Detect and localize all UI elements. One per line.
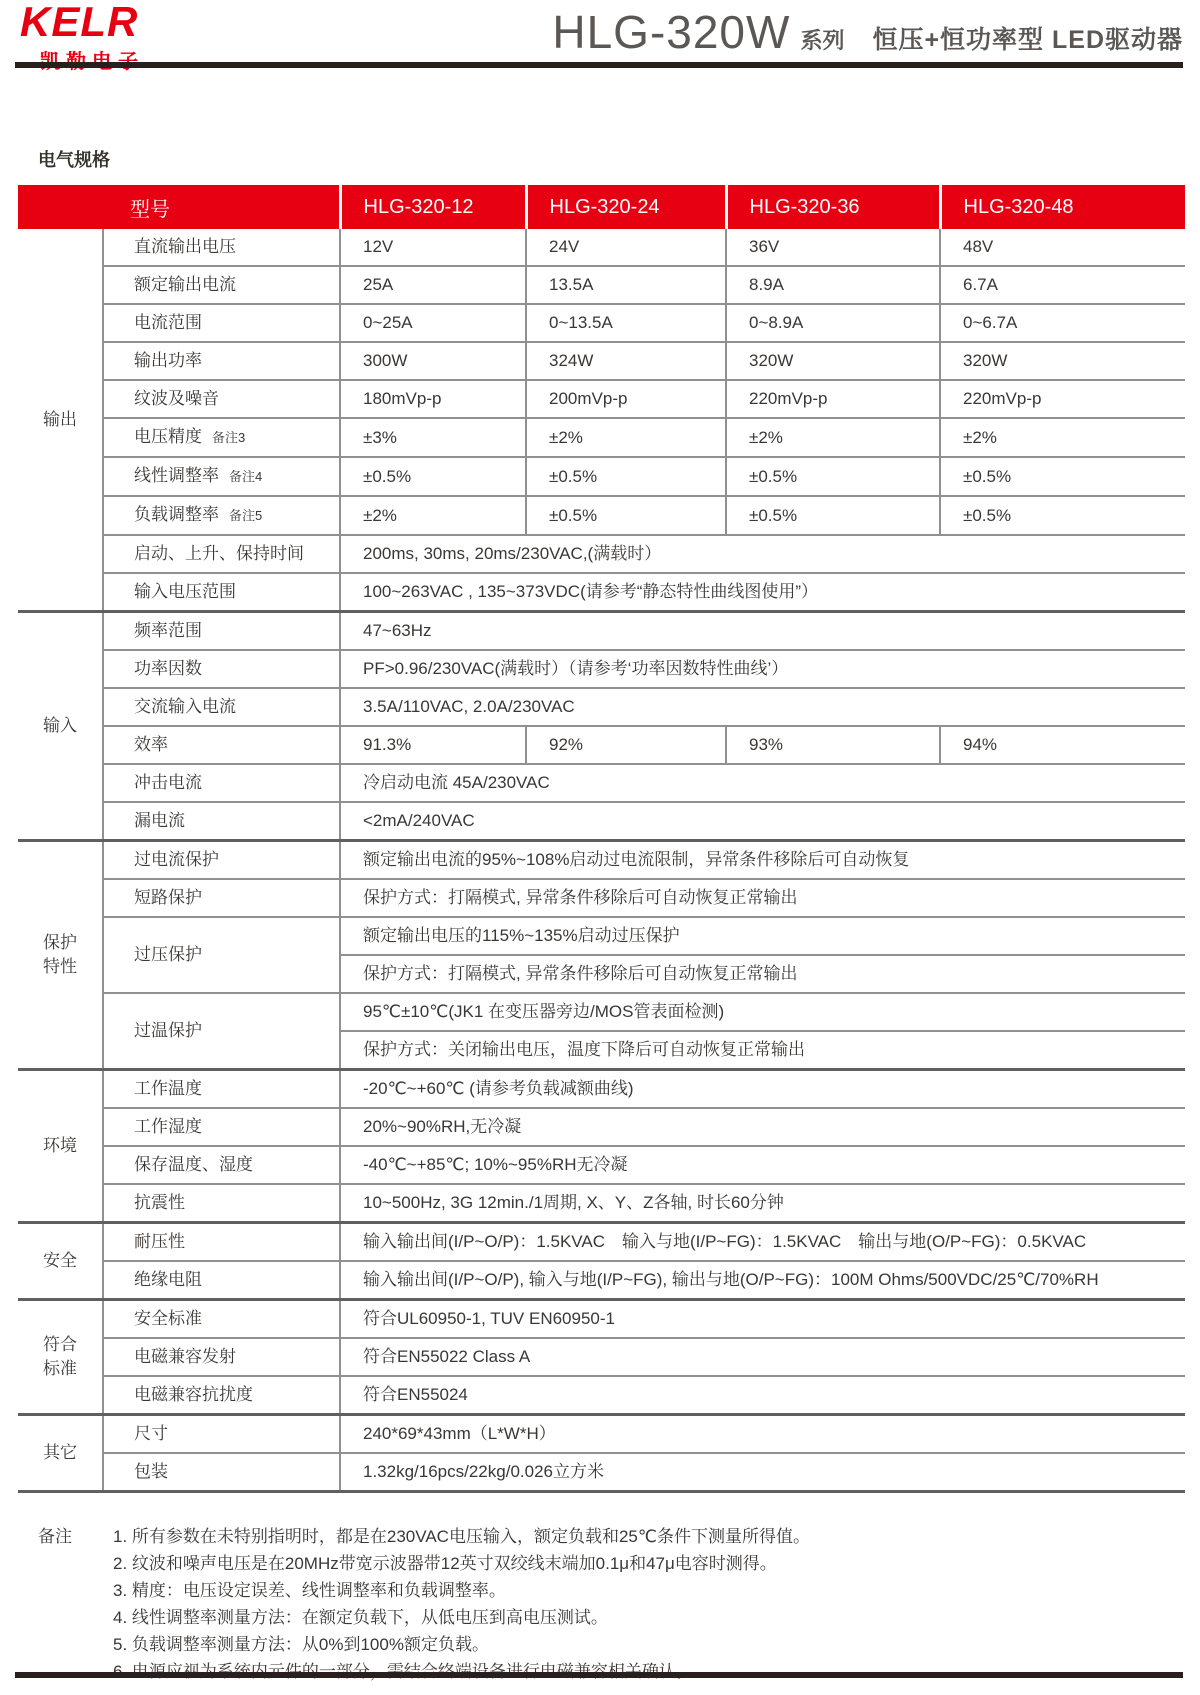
spec-value: 91.3% xyxy=(340,726,526,764)
spec-value: 保护方式：打隔模式, 异常条件移除后可自动恢复正常输出 xyxy=(340,955,1185,993)
spec-value: 36V xyxy=(726,229,940,266)
spec-label: 电流范围 xyxy=(103,304,340,342)
spec-label: 频率范围 xyxy=(103,612,340,651)
spec-value: 符合EN55022 Class A xyxy=(340,1338,1185,1376)
table-row xyxy=(18,1453,1185,1490)
table-row xyxy=(18,1415,1185,1454)
group-label: 输出 xyxy=(18,229,103,612)
spec-value: 180mVp-p xyxy=(340,380,526,418)
note-item: 2. 纹波和噪声电压是在20MHz带宽示波器带12英寸双绞线末端加0.1μ和47μ电容时测得。 xyxy=(113,1554,777,1573)
table-row xyxy=(18,304,1185,342)
spec-label: 电磁兼容抗扰度 xyxy=(103,1376,340,1415)
spec-label-note: 备注3 xyxy=(212,430,246,445)
title-description: 恒压+恒功率型 LED驱动器 xyxy=(872,26,1183,54)
table-row xyxy=(18,764,1185,802)
spec-value: 92% xyxy=(526,726,726,764)
spec-label: 功率因数 xyxy=(103,650,340,688)
spec-value: 1.32kg/16pcs/22kg/0.026立方米 xyxy=(340,1453,1185,1490)
spec-value: ±0.5% xyxy=(940,457,1185,496)
model-name-hlg-320-24: HLG-320-24 xyxy=(526,185,726,229)
spec-label: 纹波及噪音 xyxy=(103,380,340,418)
logo-chinese-name xyxy=(20,45,144,74)
spec-label: 启动、上升、保持时间 xyxy=(103,535,340,573)
spec-value: ±0.5% xyxy=(526,457,726,496)
spec-label: 直流输出电压 xyxy=(103,229,340,266)
group-label: 其它 xyxy=(18,1415,103,1491)
spec-value: ±0.5% xyxy=(940,496,1185,535)
note-item: 5. 负载调整率测量方法：从0%到100%额定负载。 xyxy=(113,1635,489,1654)
spec-label: 短路保护 xyxy=(103,879,340,917)
note-item: 4. 线性调整率测量方法：在额定负载下，从低电压到高电压测试。 xyxy=(113,1608,608,1627)
spec-value: 48V xyxy=(963,237,994,256)
spec-value: 24V xyxy=(526,229,726,266)
table-row xyxy=(18,802,1185,841)
spec-label: 工作湿度 xyxy=(103,1108,340,1146)
spec-value: 240*69*43mm（L*W*H） xyxy=(340,1415,1185,1454)
spec-value: ±2% xyxy=(940,418,1185,457)
spec-value: 300W xyxy=(340,342,526,380)
spec-label: 额定输出电流 xyxy=(103,266,340,304)
page-title xyxy=(552,5,1183,59)
spec-value: ±2% xyxy=(726,418,940,457)
table-row xyxy=(18,573,1185,612)
table-row xyxy=(18,1108,1185,1146)
table-row xyxy=(18,612,1185,651)
group-label: 输入 xyxy=(18,612,103,841)
spec-value: 10~500Hz, 3G 12min./1周期, X、Y、Z各轴, 时长60分钟 xyxy=(340,1184,1185,1223)
model-name-hlg-320-12: HLG-320-12 xyxy=(340,185,526,229)
spec-value: 保护方式：关闭输出电压，温度下降后可自动恢复正常输出 xyxy=(340,1031,1185,1070)
table-row xyxy=(18,1223,1185,1262)
spec-value: PF>0.96/230VAC(满载时）（请参考‘功率因数特性曲线’） xyxy=(340,650,1185,688)
spec-label: 抗震性 xyxy=(103,1184,340,1223)
spec-value: 符合UL60950-1, TUV EN60950-1 xyxy=(340,1300,1185,1339)
spec-value: 20%~90%RH,无冷凝 xyxy=(340,1108,1185,1146)
table-row xyxy=(18,266,1185,304)
spec-label: 过温保护 xyxy=(103,993,340,1070)
spec-value: 额定输出电流的95%~108%启动过电流限制，异常条件移除后可自动恢复 xyxy=(340,841,1185,880)
group-label: 安全 xyxy=(18,1223,103,1300)
spec-value: -40℃~+85℃; 10%~95%RH无冷凝 xyxy=(340,1146,1185,1184)
table-row xyxy=(18,457,1185,496)
table-row xyxy=(18,535,1185,573)
spec-label: 电磁兼容发射 xyxy=(103,1338,340,1376)
note-item: 1. 所有参数在未特别指明时，都是在230VAC电压输入，额定负载和25℃条件下测量所得值。 xyxy=(113,1527,810,1546)
spec-value: 0~25A xyxy=(340,304,526,342)
table-row xyxy=(18,1300,1185,1339)
spec-table-header xyxy=(18,185,1185,229)
table-row xyxy=(18,1146,1185,1184)
page-header xyxy=(0,0,1200,68)
spec-value: ±0.5% xyxy=(726,496,940,535)
spec-value: 320W xyxy=(726,342,940,380)
note-item: 3. 精度：电压设定误差、线性调整率和负载调整率。 xyxy=(113,1581,506,1600)
spec-label: 漏电流 xyxy=(103,802,340,841)
spec-value: ±0.5% xyxy=(526,496,726,535)
footer-divider-rule xyxy=(15,1672,1183,1678)
table-row xyxy=(18,993,1185,1031)
spec-value: 13.5A xyxy=(526,266,726,304)
spec-label: 包装 xyxy=(103,1453,340,1490)
spec-value: 0~13.5A xyxy=(526,304,726,342)
notes-label: 备注 xyxy=(38,1527,72,1546)
spec-value: 94% xyxy=(940,726,1185,764)
spec-label: 输出功率 xyxy=(103,342,340,380)
spec-value: 95℃±10℃(JK1 在变压器旁边/MOS管表面检测) xyxy=(340,993,1185,1031)
spec-label: 绝缘电阻 xyxy=(103,1261,340,1300)
spec-label: 保存温度、湿度 xyxy=(103,1146,340,1184)
spec-table xyxy=(18,185,1185,1490)
spec-value: 220mVp-p xyxy=(940,380,1185,418)
spec-label: 过压保护 xyxy=(103,917,340,993)
group-label: 保护特性 xyxy=(18,841,103,1070)
spec-value: ±3% xyxy=(340,418,526,457)
spec-value: 输入输出间(I/P~O/P)：1.5KVAC 输入与地(I/P~FG)：1.5KVAC 输出与地(O/P~FG)：0.5KVAC xyxy=(340,1223,1185,1262)
spec-value: 3.5A/110VAC, 2.0A/230VAC xyxy=(340,688,1185,726)
spec-value: 200mVp-p xyxy=(526,380,726,418)
spec-label: 尺寸 xyxy=(103,1415,340,1454)
table-row xyxy=(18,418,1185,457)
table-row xyxy=(18,841,1185,880)
spec-value: 输入输出间(I/P~O/P), 输入与地(I/P~FG), 输出与地(O/P~FG)：100M Ohms/500VDC/25℃/70%RH xyxy=(340,1261,1185,1300)
spec-label: 效率 xyxy=(103,726,340,764)
spec-label-note: 备注4 xyxy=(229,469,263,484)
spec-label: 线性调整率 备注4 xyxy=(103,457,340,496)
spec-value: ±2% xyxy=(340,496,526,535)
spec-value: 220mVp-p xyxy=(726,380,940,418)
spec-value: 0~8.9A xyxy=(726,304,940,342)
spec-value: 47~63Hz xyxy=(340,612,1185,651)
spec-table-wrap xyxy=(18,185,1185,1493)
table-row xyxy=(18,650,1185,688)
spec-value: 额定输出电压的115%~135%启动过压保护 xyxy=(340,917,1185,955)
spec-value: 8.9A xyxy=(726,266,940,304)
spec-label: 输入电压范围 xyxy=(103,573,340,612)
spec-value: 320W xyxy=(940,342,1185,380)
spec-value: 93% xyxy=(726,726,940,764)
group-label: 符合标准 xyxy=(18,1300,103,1415)
spec-value: ±0.5% xyxy=(726,457,940,496)
table-row xyxy=(18,688,1185,726)
title-series-label: 系列 xyxy=(800,28,845,53)
model-name-hlg-320-48: HLG-320-48 xyxy=(940,185,1185,229)
spec-table-body xyxy=(18,229,1185,1490)
spec-value: 保护方式：打隔模式, 异常条件移除后可自动恢复正常输出 xyxy=(340,879,1185,917)
spec-value: 200ms, 30ms, 20ms/230VAC,(满载时） xyxy=(340,535,1185,573)
table-row xyxy=(18,879,1185,917)
table-row xyxy=(18,917,1185,955)
spec-value: -20℃~+60℃ (请参考负载减额曲线) xyxy=(340,1070,1185,1109)
spec-label: 耐压性 xyxy=(103,1223,340,1262)
notes-list xyxy=(113,1523,810,1685)
spec-value: 25A xyxy=(340,266,526,304)
table-row xyxy=(18,726,1185,764)
table-row xyxy=(18,1184,1185,1223)
spec-label: 负载调整率 备注5 xyxy=(103,496,340,535)
model-name-hlg-320-36: HLG-320-36 xyxy=(726,185,940,229)
table-row xyxy=(18,229,1185,266)
header-divider-rule xyxy=(15,62,1183,68)
header-row xyxy=(18,185,1185,229)
spec-label: 电压精度 备注3 xyxy=(103,418,340,457)
table-row xyxy=(18,1376,1185,1415)
spec-value: 符合EN55024 xyxy=(340,1376,1185,1415)
spec-value: 100~263VAC , 135~373VDC(请参考“静态特性曲线图使用”） xyxy=(340,573,1185,612)
model-column-label: 型号 xyxy=(18,185,340,229)
spec-label: 安全标准 xyxy=(103,1300,340,1339)
spec-value: ±0.5% xyxy=(340,457,526,496)
table-row xyxy=(18,1338,1185,1376)
spec-value: 0~6.7A xyxy=(940,304,1185,342)
table-row xyxy=(18,1261,1185,1300)
spec-label: 冲击电流 xyxy=(103,764,340,802)
spec-label: 交流输入电流 xyxy=(103,688,340,726)
spec-value: 冷启动电流 45A/230VAC xyxy=(340,764,1185,802)
spec-value: 12V xyxy=(340,229,526,266)
spec-label: 过电流保护 xyxy=(103,841,340,880)
table-row xyxy=(18,496,1185,535)
logo-wordmark: KELR xyxy=(20,0,139,45)
spec-value: <2mA/240VAC xyxy=(340,802,1185,841)
section-title: 电气规格 xyxy=(38,150,110,170)
table-row xyxy=(18,342,1185,380)
table-row xyxy=(18,1070,1185,1109)
spec-label: 工作温度 xyxy=(103,1070,340,1109)
spec-value: 324W xyxy=(526,342,726,380)
table-row xyxy=(18,380,1185,418)
title-model-name: HLG-320W xyxy=(552,6,791,58)
notes-section xyxy=(38,1523,1200,1685)
group-label: 环境 xyxy=(18,1070,103,1223)
spec-value: ±2% xyxy=(526,418,726,457)
spec-label-note: 备注5 xyxy=(229,508,263,523)
spec-value: 6.7A xyxy=(940,266,1185,304)
